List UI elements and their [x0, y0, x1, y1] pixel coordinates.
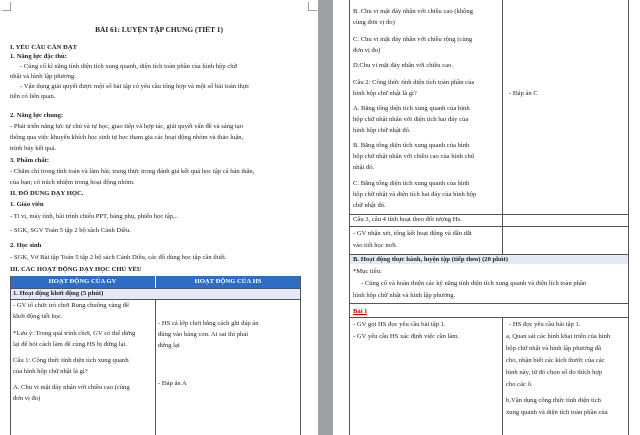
table-border	[349, 214, 350, 435]
gv-question: Câu 1: Công thức tính diện tích xung quanh	[13, 357, 129, 364]
text-line: trình bày kết quả.	[10, 145, 57, 152]
table-divider	[502, 317, 503, 435]
gv-option: đơn vị đo)	[353, 47, 381, 54]
gv-text: - GV tổ chức trò chơi Rung chuông vàng để	[13, 302, 129, 309]
table-rule	[349, 317, 628, 318]
hs-text: a, Quan sát các hình khai triển của hình	[506, 333, 611, 340]
heading-specific-ability: 1. Năng lực đặc thù:	[10, 53, 67, 60]
objective-text: hình hộp chữ nhật và hình lập phương.	[353, 292, 456, 299]
text-line: nhật và hình lập phương.	[10, 73, 76, 80]
gv-question: hình hộp chữ nhật là gì?	[353, 90, 417, 97]
crop-mark	[2, 2, 11, 11]
table-border	[10, 276, 11, 435]
gv-option: hộp chữ nhật và diện tích hai đáy của hình hộp	[353, 191, 477, 198]
section-practice-title: B. Hoạt động thực hành, luyện tập (tiếp theo) (20 phút)	[353, 256, 508, 263]
hs-text: hộp chữ nhật và hình lập phương đã	[506, 345, 602, 352]
gv-option: A. Chu vi mặt đáy nhân với chiều cao (cùng	[13, 384, 130, 391]
gv-text: lại để hỏi cách làm để củng HS bị đứng lại.	[13, 341, 127, 348]
text-line: - Ti vi, máy tính, bài trình chiếu PPT, bảng phụ, phiếu học tập,..	[10, 213, 179, 220]
table-rule	[10, 288, 300, 289]
gv-text: vào tiết học mới.	[353, 242, 398, 249]
table-header-hs: HOẠT ĐỘNG CỦA HS	[156, 276, 300, 288]
table-divider	[502, 0, 503, 214]
gv-text: - GV gọi HS đọc yêu cầu bài tập 1.	[353, 321, 446, 328]
gv-option: chữ nhật đó.	[353, 202, 386, 209]
hs-text: đúng vào bảng con. Ai sai thì phải	[158, 331, 249, 338]
table-divider	[502, 214, 503, 254]
objective-label: *Mục tiêu:	[353, 268, 382, 275]
gv-option: hộp chữ nhật nhân với diện tích hai đáy của	[353, 116, 469, 123]
hs-answer: - Đáp án C	[509, 90, 538, 97]
gv-option: B. Chu vi mặt đáy nhân với chiều cao (không	[353, 8, 473, 15]
hs-text: hình này, từ đó chọn số đo thích hợp	[506, 369, 603, 376]
gv-option: nhật đó.	[353, 164, 375, 171]
gv-option: C. Chu vi mặt đáy nhân với chiều rộng (cùng	[353, 36, 473, 43]
hs-text: - HS đọc yêu cầu bài tập 1.	[509, 321, 581, 328]
right-document-page	[333, 0, 640, 435]
text-line: của bạn; có trách nhiệm trong hoạt động nhóm.	[10, 179, 135, 186]
text-line: - SGK, Vở Bài tập Toán 5 tập 2 bộ sách Cánh Diều, các đồ dùng học tập cần thiết.	[10, 254, 227, 261]
gv-question: Câu 2: Công thức tính diện tích toàn phần của	[353, 79, 475, 86]
table-border	[300, 276, 301, 435]
section-row-warmup: 1. Hoạt động khởi động (5 phút)	[13, 290, 104, 297]
heading-teacher: 1. Giáo viên	[10, 201, 44, 208]
table-rule	[349, 303, 628, 304]
text-line: thông qua việc khuyến khích học sinh tự học tham gia các hoạt động nhóm và thảo luận,	[10, 134, 244, 141]
hs-text: xung quanh và diện tích toàn phần của	[506, 409, 608, 416]
hs-text: cho, nhận biết các kích thước của các	[506, 357, 605, 364]
text-line: - SGK, SGV Toán 5 tập 2 bộ sách Cánh Diều.	[10, 227, 131, 234]
gv-text: - GV yêu cầu HS xác định việc cần làm.	[353, 333, 460, 340]
hs-text: cho các ô.	[506, 381, 533, 388]
text-line: tiễn có liên quan.	[10, 93, 56, 100]
gv-option: B. Bằng tổng diện tích xung quanh của hình	[353, 142, 470, 149]
gv-option: đơn vị đo)	[13, 395, 41, 402]
table-border	[349, 0, 350, 214]
heading-requirements: I. YÊU CẦU CẦN ĐẠT	[10, 44, 77, 51]
left-document-page	[0, 0, 318, 435]
table-rule	[349, 214, 628, 215]
lesson-title: BÀI 61: LUYỆN TẬP CHUNG (TIẾT 1)	[95, 26, 223, 34]
hs-answer: - Đáp án A	[158, 380, 187, 387]
hs-text: đứng lại	[158, 342, 180, 349]
gv-option: D.Chu vi mặt đáy nhân với chiều cao.	[353, 62, 453, 69]
gv-option: hình hộp chữ nhật đó.	[353, 127, 411, 134]
objective-text: - Củng cố và hoàn thiện các kỹ năng tính diện tích xung quanh và diện lích toàn phần	[361, 280, 587, 287]
table-divider	[155, 299, 156, 435]
crop-mark	[308, 2, 317, 11]
heading-teaching-aids: II. ĐỒ DÙNG DẠY HỌC.	[10, 190, 84, 197]
text-line: - Phát triển năng lực tự chủ và tự học, giao tiếp và hợp tác, giải quyết vấn đề và sáng tạo	[10, 123, 244, 130]
hs-text: b,Vận dụng công thức tính diện tích	[506, 397, 601, 404]
hs-text: - HS cả lớp chơi bằng cách ghi đáp án	[158, 320, 259, 327]
gv-question: của hình hộp chữ nhật là gì?	[13, 368, 88, 375]
table-rule	[349, 226, 628, 227]
exercise-1-label: Bài 1	[353, 308, 368, 315]
heading-activities: III. CÁC HOẠT ĐỘNG DẠY HỌC CHỦ YẾU	[10, 266, 142, 273]
text-line: - Vận dụng giải quyết được một số bài tập có yêu cầu tổng hợp và một số bài toán thực	[20, 83, 250, 90]
heading-student: 2. Học sinh	[10, 242, 42, 249]
gv-text: khởi động tiết học.	[13, 313, 63, 320]
gv-option: A. Bằng tổng diện tích xung quanh của hình	[353, 105, 470, 112]
gv-text: - GV nhận xét, tổng kết hoạt động và dẫn dắt	[353, 230, 472, 237]
gv-option: C. Bằng tổng diện tích xung quanh của hình	[353, 180, 470, 187]
heading-general-ability: 2. Năng lực chung:	[10, 112, 64, 119]
gv-text: *Lưu ý: Trong quá trình chơi, GV có thể dừng	[13, 330, 136, 337]
table-header-gv: HOẠT ĐỘNG CỦA GV	[10, 276, 155, 288]
gv-option: cùng đơn vị đo)	[353, 19, 395, 26]
table-border	[628, 0, 629, 435]
text-line: - Chăm chỉ trong tính toán và làm bài; trung thực trong đánh giá kết quả học tập cá bản thân,	[10, 168, 255, 175]
text-line: - Củng cố kĩ năng tính diện tích xung quanh, diện tích toàn phần của hình hộp chữ	[20, 63, 238, 70]
gv-option: hộp chữ nhật nhân với chiều cao của hình chữ	[353, 153, 475, 160]
gv-text: Câu 3, câu 4 tính hoạt theo đối tượng Hs.	[353, 216, 462, 223]
heading-qualities: 3. Phẩm chất:	[10, 157, 50, 164]
